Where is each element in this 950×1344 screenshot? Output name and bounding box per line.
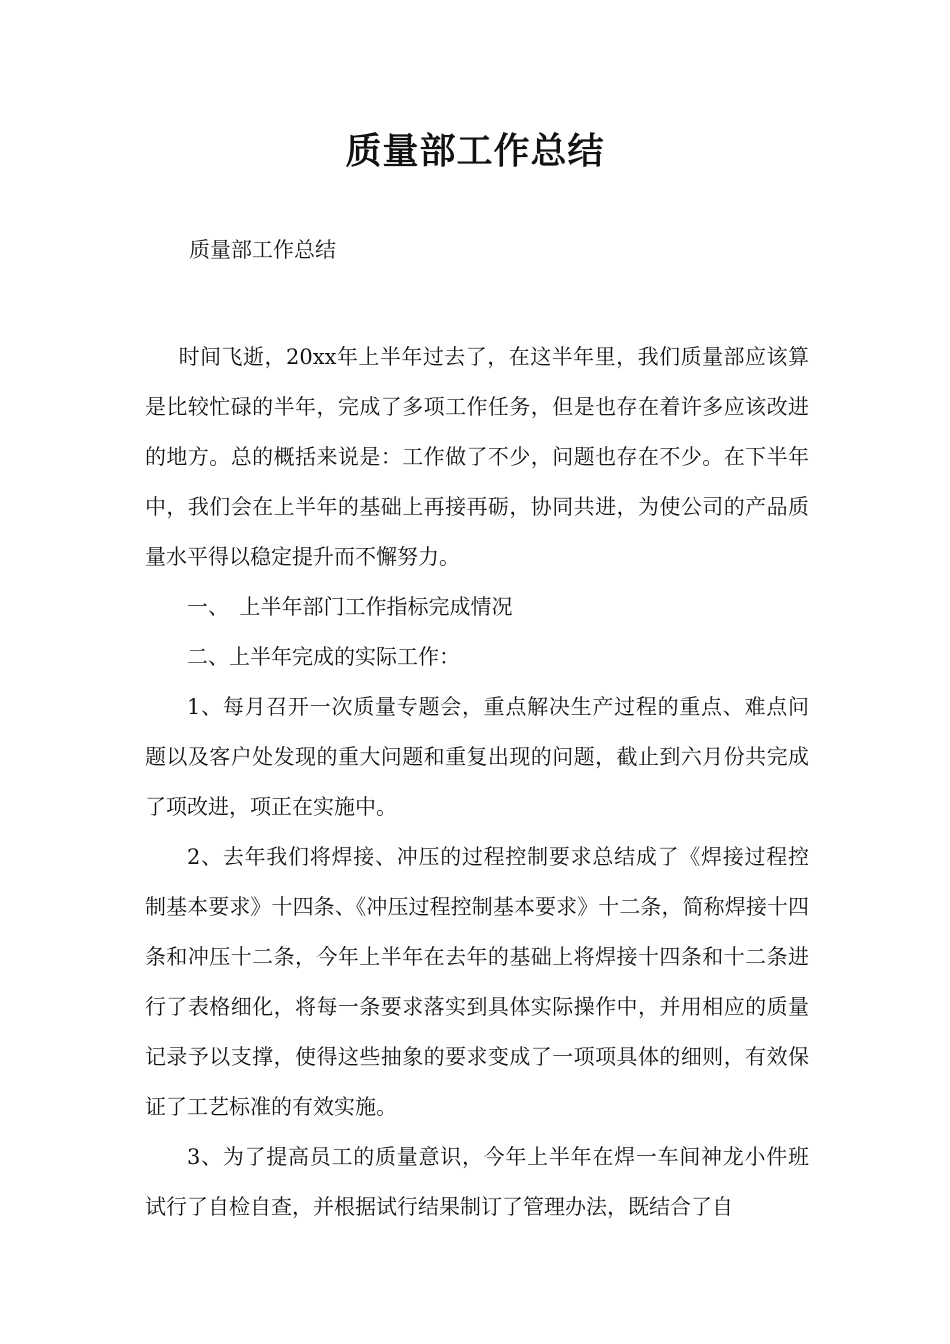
section-heading-2: 二、上半年完成的实际工作： <box>187 645 460 669</box>
work-item-2: 2、去年我们将焊接、冲压的过程控制要求总结成了《焊接过程控制基本要求》十四条、《冲压过程控制基本要求》十二条，简称焊接十四条和冲压十二条，今年上半年在去年的基础上将焊接十四条和十二条进行了表格细化，将每一条要求落实到具体实际操作中，并用相应的质量记录予以支撑，使得这些抽象的要求变成了一项项具体的细则，有效保证了工艺标准的有效实施。 <box>145 845 809 1119</box>
document-body <box>145 332 809 1232</box>
document-title: 质量部工作总结 <box>345 131 605 172</box>
work-item-3: 3、为了提高员工的质量意识，今年上半年在焊一车间神龙小件班试行了自检自查，并根据试行结果制订了管理办法，既结合了自 <box>145 1145 809 1219</box>
work-item-1: 1、每月召开一次质量专题会，重点解决生产过程的重点、难点问题以及客户处发现的重大问题和重复出现的问题，截止到六月份共完成了项改进，项正在实施中。 <box>145 695 809 819</box>
section-heading-1: 一、 上半年部门工作指标完成情况 <box>187 595 513 619</box>
intro-paragraph: 时间飞逝，20xx年上半年过去了，在这半年里，我们质量部应该算是比较忙碌的半年，完成了多项工作任务，但是也存在着许多应该改进的地方。总的概括来说是：工作做了不少，问题也存在不少。在下半年中，我们会在上半年的基础上再接再砺，协同共进，为使公司的产品质量水平得以稳定提升而不懈努力。 <box>145 345 809 569</box>
document-subtitle: 质量部工作总结 <box>189 238 336 262</box>
